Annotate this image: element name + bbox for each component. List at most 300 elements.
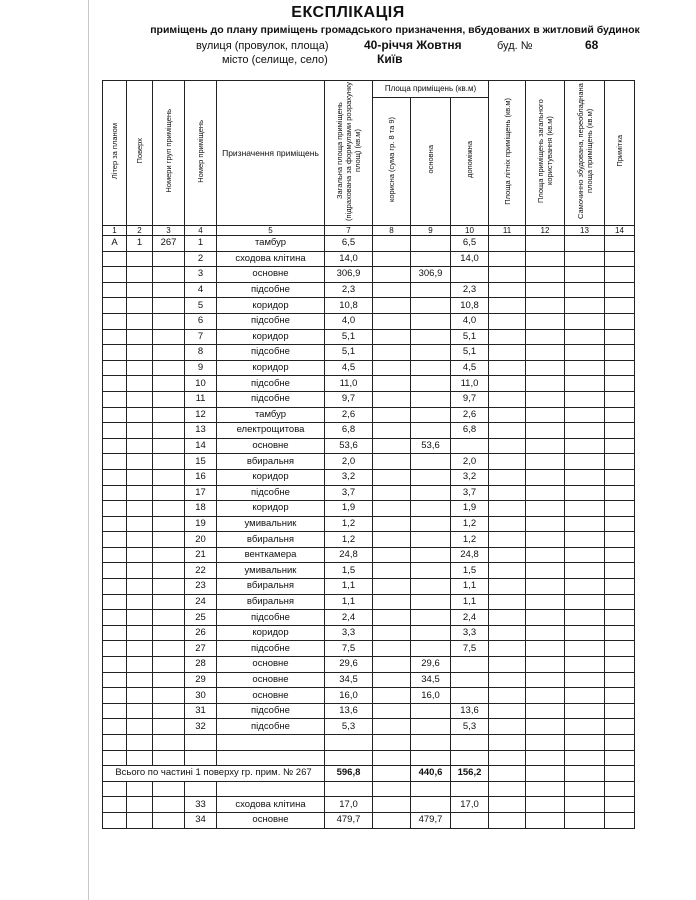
cell-floor: [127, 703, 153, 719]
cell-room-number: 25: [185, 610, 217, 626]
table-row: [103, 688, 635, 704]
cell-total-area: 6,8: [325, 423, 373, 439]
cell-room-number: 11: [185, 391, 217, 407]
cell-group: [153, 688, 185, 704]
empty-cell: [565, 282, 605, 298]
cell-useful-area: [373, 547, 411, 563]
table-row: [103, 610, 635, 626]
empty-cell: [605, 438, 635, 454]
empty-cell: [605, 251, 635, 267]
cell-total-area: 7,5: [325, 641, 373, 657]
cell-purpose: венткамера: [217, 547, 325, 563]
empty-cell: [605, 298, 635, 314]
cell-room-number: 15: [185, 454, 217, 470]
empty-cell: [489, 579, 526, 595]
cell-useful-area: [373, 625, 411, 641]
empty-cell: [526, 812, 565, 828]
cell-floor: [127, 454, 153, 470]
cell-main-area: [411, 594, 451, 610]
cell-room-number: 20: [185, 532, 217, 548]
cell-room-number: 7: [185, 329, 217, 345]
cell-aux-area: 24,8: [451, 547, 489, 563]
empty-cell: [526, 438, 565, 454]
empty-cell: [103, 735, 127, 751]
empty-cell: [526, 282, 565, 298]
cell-aux-area: [451, 267, 489, 283]
col-number: 1: [103, 226, 127, 236]
cell-floor: [127, 360, 153, 376]
cell-purpose: умивальник: [217, 563, 325, 579]
empty-cell: [526, 469, 565, 485]
cell-useful-area: [373, 236, 411, 252]
empty-cell: [526, 423, 565, 439]
cell-useful-area: [373, 501, 411, 517]
cell-group: [153, 329, 185, 345]
empty-cell: [153, 735, 185, 751]
empty-cell: [526, 703, 565, 719]
empty-cell: [489, 267, 526, 283]
empty-cell: [605, 579, 635, 595]
cell-floor: [127, 313, 153, 329]
cell-aux-area: 1,2: [451, 516, 489, 532]
cell-useful-area: [373, 469, 411, 485]
cell-main-area: [411, 391, 451, 407]
cell-useful-area: [373, 407, 411, 423]
cell-group: [153, 298, 185, 314]
cell-room-number: 6: [185, 313, 217, 329]
cell-liter: [103, 407, 127, 423]
empty-cell: [489, 391, 526, 407]
col-header-purpose: Призначення приміщень: [217, 81, 325, 226]
cell-purpose: тамбур: [217, 236, 325, 252]
cell-aux-area: 5,3: [451, 719, 489, 735]
col-header-useful: корисна (сума гр. 8 та 9): [373, 98, 411, 226]
cell-floor: [127, 423, 153, 439]
empty-cell: [605, 345, 635, 361]
cell-floor: [127, 563, 153, 579]
cell-main-area: [411, 641, 451, 657]
cell-aux-area: 3,7: [451, 485, 489, 501]
col-number: 13: [565, 226, 605, 236]
empty-cell: [153, 812, 185, 828]
cell-floor: [127, 391, 153, 407]
cell-total-area: 24,8: [325, 547, 373, 563]
empty-cell: [489, 563, 526, 579]
cell-liter: [103, 329, 127, 345]
cell-group: [153, 719, 185, 735]
cell-room-number: 4: [185, 282, 217, 298]
empty-cell: [565, 469, 605, 485]
empty-cell: [325, 735, 373, 751]
cell-liter: [103, 313, 127, 329]
empty-cell: [565, 360, 605, 376]
empty-cell: [565, 423, 605, 439]
cell-purpose: умивальник: [217, 516, 325, 532]
empty-cell: [489, 532, 526, 548]
empty-cell: [565, 313, 605, 329]
empty-cell: [153, 797, 185, 813]
empty-cell: [411, 750, 451, 766]
empty-cell: [605, 625, 635, 641]
empty-cell: [565, 516, 605, 532]
cell-purpose: підсобне: [217, 485, 325, 501]
table-row: [103, 282, 635, 298]
empty-cell: [153, 750, 185, 766]
empty-cell: [185, 735, 217, 751]
cell-purpose: вбиральня: [217, 532, 325, 548]
cell-total-area: 16,0: [325, 688, 373, 704]
empty-cell: [526, 735, 565, 751]
cell-main-area: 53,6: [411, 438, 451, 454]
empty-cell: [489, 329, 526, 345]
cell-liter: [103, 251, 127, 267]
col-header-note: Примітка: [605, 81, 635, 226]
cell-floor: [127, 672, 153, 688]
cell-floor: [127, 688, 153, 704]
empty-cell: [526, 485, 565, 501]
cell-floor: [127, 376, 153, 392]
empty-cell: [489, 454, 526, 470]
cell-aux-area: 3,2: [451, 469, 489, 485]
empty-cell: [451, 750, 489, 766]
cell-total-area: 1,2: [325, 516, 373, 532]
empty-cell: [489, 236, 526, 252]
cell-group: [153, 516, 185, 532]
empty-cell: [565, 391, 605, 407]
cell-main-area: 479,7: [411, 812, 451, 828]
cell-purpose: тамбур: [217, 407, 325, 423]
empty-cell: [127, 797, 153, 813]
table-row: [103, 563, 635, 579]
summary-aux: 156,2: [451, 766, 489, 782]
summary-total: 596,8: [325, 766, 373, 782]
empty-cell: [489, 750, 526, 766]
cell-room-number: 28: [185, 657, 217, 673]
empty-cell: [605, 641, 635, 657]
empty-cell: [526, 360, 565, 376]
cell-useful-area: [373, 454, 411, 470]
cell-floor: [127, 610, 153, 626]
empty-cell: [565, 688, 605, 704]
cell-main-area: [411, 469, 451, 485]
empty-cell: [489, 469, 526, 485]
empty-cell: [605, 532, 635, 548]
cell-useful-area: [373, 812, 411, 828]
empty-cell: [373, 750, 411, 766]
empty-cell: [605, 657, 635, 673]
col-header-summer: Площа літніх приміщень (кв.м): [489, 81, 526, 226]
cell-purpose: підсобне: [217, 641, 325, 657]
summary-useful: [373, 766, 411, 782]
cell-room-number: 8: [185, 345, 217, 361]
empty-cell: [153, 781, 185, 797]
empty-cell: [526, 391, 565, 407]
cell-floor: 1: [127, 236, 153, 252]
empty-cell: [565, 672, 605, 688]
col-header-floor: Поверх: [127, 81, 153, 226]
cell-total-area: 6,5: [325, 236, 373, 252]
cell-liter: [103, 360, 127, 376]
cell-total-area: 1,9: [325, 501, 373, 517]
empty-cell: [605, 610, 635, 626]
cell-aux-area: [451, 812, 489, 828]
cell-total-area: 4,5: [325, 360, 373, 376]
cell-room-number: 33: [185, 797, 217, 813]
table-row: [103, 703, 635, 719]
empty-cell: [565, 766, 605, 782]
cell-room-number: 16: [185, 469, 217, 485]
empty-cell: [489, 376, 526, 392]
cell-aux-area: 6,8: [451, 423, 489, 439]
table-row: [103, 423, 635, 439]
document-title: ЕКСПЛІКАЦІЯ: [291, 4, 405, 21]
cell-group: [153, 454, 185, 470]
empty-cell: [565, 781, 605, 797]
col-header-total-area: Загальна площа приміщень (підрахована за формулами розрахунку площ) (кв.м): [325, 81, 373, 226]
cell-total-area: 17,0: [325, 797, 373, 813]
empty-cell: [526, 797, 565, 813]
cell-floor: [127, 251, 153, 267]
empty-cell: [526, 563, 565, 579]
table-row: [103, 469, 635, 485]
cell-main-area: [411, 719, 451, 735]
cell-liter: [103, 579, 127, 595]
col-number: 12: [526, 226, 565, 236]
empty-cell: [526, 267, 565, 283]
table-row: [103, 345, 635, 361]
empty-cell: [526, 750, 565, 766]
empty-cell: [526, 532, 565, 548]
empty-cell: [526, 313, 565, 329]
empty-cell: [605, 376, 635, 392]
empty-cell: [605, 236, 635, 252]
cell-purpose: коридор: [217, 298, 325, 314]
cell-room-number: 17: [185, 485, 217, 501]
cell-room-number: 19: [185, 516, 217, 532]
cell-total-area: 4,0: [325, 313, 373, 329]
cell-liter: [103, 610, 127, 626]
empty-cell: [565, 610, 605, 626]
empty-cell: [489, 735, 526, 751]
table-row: [103, 547, 635, 563]
cell-total-area: 1,1: [325, 594, 373, 610]
cell-useful-area: [373, 532, 411, 548]
empty-cell: [605, 391, 635, 407]
cell-purpose: підсобне: [217, 719, 325, 735]
empty-cell: [565, 345, 605, 361]
cell-liter: [103, 485, 127, 501]
cell-useful-area: [373, 719, 411, 735]
cell-floor: [127, 657, 153, 673]
cell-useful-area: [373, 376, 411, 392]
empty-cell: [489, 423, 526, 439]
cell-aux-area: 4,5: [451, 360, 489, 376]
empty-cell: [565, 485, 605, 501]
cell-room-number: 24: [185, 594, 217, 610]
cell-floor: [127, 547, 153, 563]
cell-floor: [127, 438, 153, 454]
empty-cell: [605, 672, 635, 688]
cell-group: [153, 594, 185, 610]
col-header-room-number: Номер приміщень: [185, 81, 217, 226]
cell-room-number: 21: [185, 547, 217, 563]
empty-cell: [526, 781, 565, 797]
cell-purpose: коридор: [217, 469, 325, 485]
cell-liter: [103, 563, 127, 579]
col-number: 11: [489, 226, 526, 236]
cell-aux-area: 1,1: [451, 579, 489, 595]
cell-floor: [127, 282, 153, 298]
empty-cell: [565, 267, 605, 283]
empty-cell: [565, 625, 605, 641]
cell-liter: [103, 657, 127, 673]
empty-cell: [565, 298, 605, 314]
empty-cell: [605, 267, 635, 283]
table-row: [103, 391, 635, 407]
table-row: [103, 329, 635, 345]
cell-aux-area: 9,7: [451, 391, 489, 407]
table-row: [103, 360, 635, 376]
cell-room-number: 9: [185, 360, 217, 376]
empty-cell: [565, 547, 605, 563]
empty-cell: [185, 781, 217, 797]
cell-purpose: підсобне: [217, 703, 325, 719]
cell-main-area: [411, 501, 451, 517]
cell-total-area: 13,6: [325, 703, 373, 719]
cell-room-number: 23: [185, 579, 217, 595]
cell-purpose: підсобне: [217, 345, 325, 361]
empty-cell: [565, 438, 605, 454]
empty-cell: [217, 750, 325, 766]
table-row: [103, 298, 635, 314]
empty-cell: [605, 797, 635, 813]
cell-group: [153, 391, 185, 407]
cell-liter: [103, 672, 127, 688]
blank-row: [103, 750, 635, 766]
empty-cell: [489, 516, 526, 532]
empty-cell: [127, 781, 153, 797]
table-row: [103, 672, 635, 688]
col-number: 7: [325, 226, 373, 236]
cell-floor: [127, 485, 153, 501]
empty-cell: [605, 516, 635, 532]
cell-liter: [103, 438, 127, 454]
cell-group: [153, 641, 185, 657]
table-row: [103, 313, 635, 329]
cell-aux-area: [451, 688, 489, 704]
empty-cell: [605, 719, 635, 735]
table-row: [103, 657, 635, 673]
summary-label: Всього по частині 1 поверху гр. прим. № 267: [103, 766, 325, 782]
cell-group: [153, 282, 185, 298]
cell-purpose: основне: [217, 267, 325, 283]
empty-cell: [565, 812, 605, 828]
empty-cell: [605, 563, 635, 579]
col-header-aux: допоміжна: [451, 98, 489, 226]
cell-liter: [103, 703, 127, 719]
empty-cell: [325, 750, 373, 766]
empty-cell: [489, 547, 526, 563]
cell-purpose: підсобне: [217, 282, 325, 298]
empty-cell: [489, 298, 526, 314]
empty-cell: [489, 781, 526, 797]
empty-cell: [605, 501, 635, 517]
cell-aux-area: 1,2: [451, 532, 489, 548]
street-label: вулиця (провулок, площа): [196, 40, 329, 52]
cell-group: [153, 579, 185, 595]
cell-useful-area: [373, 438, 411, 454]
cell-group: [153, 657, 185, 673]
empty-cell: [605, 329, 635, 345]
cell-purpose: коридор: [217, 501, 325, 517]
cell-aux-area: 1,1: [451, 594, 489, 610]
empty-cell: [526, 719, 565, 735]
cell-room-number: 26: [185, 625, 217, 641]
empty-cell: [185, 750, 217, 766]
empty-cell: [565, 594, 605, 610]
empty-cell: [489, 345, 526, 361]
cell-useful-area: [373, 563, 411, 579]
cell-aux-area: 2,4: [451, 610, 489, 626]
cell-useful-area: [373, 282, 411, 298]
empty-cell: [127, 735, 153, 751]
cell-main-area: 306,9: [411, 267, 451, 283]
col-number: 10: [451, 226, 489, 236]
cell-useful-area: [373, 657, 411, 673]
empty-cell: [565, 329, 605, 345]
empty-cell: [489, 641, 526, 657]
cell-main-area: [411, 516, 451, 532]
cell-total-area: 9,7: [325, 391, 373, 407]
empty-cell: [526, 641, 565, 657]
cell-liter: [103, 719, 127, 735]
empty-cell: [526, 329, 565, 345]
cell-main-area: [411, 625, 451, 641]
cell-total-area: 479,7: [325, 812, 373, 828]
empty-cell: [565, 750, 605, 766]
empty-cell: [526, 625, 565, 641]
cell-floor: [127, 641, 153, 657]
cell-group: [153, 423, 185, 439]
cell-aux-area: 5,1: [451, 329, 489, 345]
cell-aux-area: 7,5: [451, 641, 489, 657]
empty-cell: [489, 797, 526, 813]
cell-main-area: [411, 532, 451, 548]
cell-useful-area: [373, 423, 411, 439]
empty-cell: [605, 485, 635, 501]
cell-purpose: вбиральня: [217, 594, 325, 610]
empty-cell: [565, 657, 605, 673]
table-row: [103, 376, 635, 392]
cell-room-number: 34: [185, 812, 217, 828]
cell-purpose: основне: [217, 438, 325, 454]
empty-cell: [605, 735, 635, 751]
cell-main-area: [411, 360, 451, 376]
empty-cell: [489, 610, 526, 626]
cell-main-area: [411, 298, 451, 314]
cell-purpose: коридор: [217, 329, 325, 345]
empty-cell: [526, 376, 565, 392]
cell-total-area: 1,2: [325, 532, 373, 548]
cell-group: [153, 703, 185, 719]
empty-cell: [489, 672, 526, 688]
cell-floor: [127, 407, 153, 423]
empty-cell: [565, 501, 605, 517]
table-row: [103, 797, 635, 813]
cell-total-area: 11,0: [325, 376, 373, 392]
cell-main-area: [411, 797, 451, 813]
cell-purpose: підсобне: [217, 391, 325, 407]
